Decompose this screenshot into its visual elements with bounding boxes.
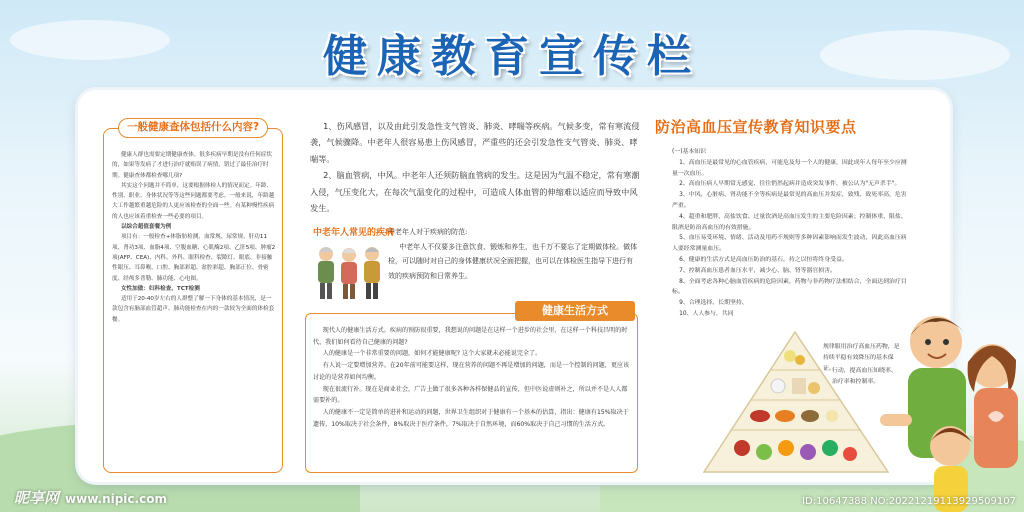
lifestyle-text <box>313 325 631 430</box>
subheading: 以综合超值套餐为例 <box>120 224 172 231</box>
list-item: 5、血压易受环境、情绪、活动及用药不规则等多种因素影响而发生波动，因此高血压病人要经常测量血压。 <box>672 235 907 253</box>
elder-section-text <box>388 225 638 283</box>
list-item: 10、人人参与，共同 <box>679 310 734 317</box>
paragraph: 项目有：一般检查+体脂肪检测、血常规、尿常规、肝功11项、肾功3项、血脂4项、空腹血糖、心肌酶2项、乙肝5项、肿瘤2项(AFP、CEA)、内科、外科、眼科检查、裂隙灯、眼底、非接触性眼压、耳鼻喉、口腔、胸部彩超、盆腔彩超、胸部正位、骨密度、经颅多普勒、肺功能、心电图。 <box>112 234 276 282</box>
page-title: 健康教育宣传栏 <box>323 31 701 82</box>
paragraph: 2、脑血管病，中风。中老年人还须防脑血管病的发生。这是因为气温不稳定，常有寒潮入侵，气压变化大，在每次气温变化的过程中，可造成人体血管的伸缩难以适应而导致中风发生。 <box>310 170 640 214</box>
paragraph: 适用于20-40岁左右的人群整了解一下身体的基本情况，是一款包含有脑部血管超声、肺功能检查在内的一款较为全面的体检套餐。 <box>112 296 275 323</box>
paragraph: 其实这个问题并不简单，这要根据体检人的情况而定。年龄、性别、职业、身体状况等等这些问题都要考虑。一般来说，年龄越大工作越繁重越危险的人更应该检查的全面一些。有某种慢性疾病的人也应该着重检查一些必要的项目。 <box>112 182 275 220</box>
paragraph: 现在很流行补。现在是商业社会，广告上做了很多各种各样保健品的宣传，但中医说虚则补之，所以并不是人人都需要补的。 <box>313 385 628 405</box>
list-item: 6、健康的生活方式是高血压防治的基石，持之以恒将终身受益。 <box>679 256 848 263</box>
right-note-a: 规律服用治疗高血压药物，是持续平稳有效降压的基本保证。 <box>823 344 900 372</box>
list-item: 8、全面考虑各种心脑血管疾病的危险因素，药物与非药物疗法相结合，全面达到治疗目标。 <box>672 278 907 296</box>
right-panel-title: 防治高血压宣传教育知识要点 <box>655 118 857 136</box>
list-item: 2、高血压病人早期常无感觉，往往悄然起病并造成突发事件，被公认为"无声杀手"。 <box>679 181 901 188</box>
watermark-logo-text: 昵享网 <box>14 489 60 507</box>
elder-section-heading: 中老年人常见的疾病 <box>313 228 395 238</box>
list-item: 4、超重和肥胖、高盐饮食、过量饮酒是高血压发生的主要危险因素；控制体重、限盐、限酒是防治高血压的有效措施。 <box>672 213 907 231</box>
paragraph: 有人说一定要增加营养。在20年前可能要这样，现在营养的问题不再是增加的问题，而是一个控制的问题，更应该讨论的是营养如何均衡。 <box>313 362 630 381</box>
list-item: 7、控制高血压患者血压水平，减少心、脑、肾等器官损害。 <box>679 267 836 274</box>
food-pyramid-illustration <box>700 328 890 474</box>
left-panel-heading: 一般健康查体包括什么内容? <box>118 118 268 138</box>
paragraph: 健康人群也需要定期健康查体。很多疾病早期是没有任何症状的，如果等发病了才进行治疗就贻误了病情，错过了最佳治疗时期。健康查体都检查哪几项? <box>112 152 272 179</box>
right-panel-text <box>672 147 912 320</box>
middle-text <box>310 118 640 216</box>
paragraph: 人的健康是一个非常重要的问题，如何才能健康呢? 这个大家就未必能说完全了。 <box>322 350 542 358</box>
list-item: 9、合理选择、长期坚持、 <box>679 300 748 307</box>
paragraph: 人的健康不一定是简单的进补和运动的问题，世界卫生组织对于健康有一个基本的估算，指出：健康有15%取决于遗传，10%取决于社会条件，8%取决于医疗条件，7%取决于自然环境，而60%取决于自己习惯的生活方式。 <box>313 408 629 428</box>
paragraph: 中老年人不仅要多注意饮食、锻炼和养生，也千万不要忘了定期做体检。做体检，可以随时对自己的身体健康状况全面把握，也可以在体检医生指导下进行有效的疾病预防和日常养生。 <box>388 242 638 280</box>
paragraph: 1、伤风感冒，以及由此引发急性支气管炎、肺炎、哮喘等疾病。气候多变，常有寒流侵袭，气候骤降。中老年人很容易患上伤风感冒，严重些的还会引发急性支气管炎、肺炎、哮喘等。 <box>310 121 640 164</box>
elder-lead: 中老年人对于疾病的防范: <box>388 228 468 236</box>
list-item: 3、中风、心脏病、肾功能不全等疾病是最常见的高血压并发症，致残、致死率高，危害严重。 <box>672 192 907 209</box>
watermark-id: ID:10647388 NO:20221219113929509107 <box>802 496 1016 507</box>
watermark-url: www.nipic.com <box>65 492 167 506</box>
right-note-b: 行动，提高血压知晓率、治疗率和控制率。 <box>832 368 897 385</box>
left-panel-text <box>112 150 276 325</box>
lifestyle-tag: 健康生活方式 <box>515 301 635 321</box>
list-item: 1、高血压是最常见的心血管疾病，可能危及每一个人的健康，因此成年人每年至少应测量一次血压。 <box>672 159 907 177</box>
paragraph: 现代人的健康生活方式。疾病的预防很重要，我想说的问题是在这样一个进步的社会里，在这样一个科技昌明的时代，我们如何看待自己健康的问题? <box>313 327 628 346</box>
elderly-people-illustration <box>312 240 386 302</box>
subheading: 女性加做：妇科检查、TCT检测 <box>120 285 200 292</box>
list-item: (一)基本知识 <box>672 149 707 155</box>
family-illustration <box>880 296 1024 512</box>
watermark-logo <box>14 487 167 508</box>
